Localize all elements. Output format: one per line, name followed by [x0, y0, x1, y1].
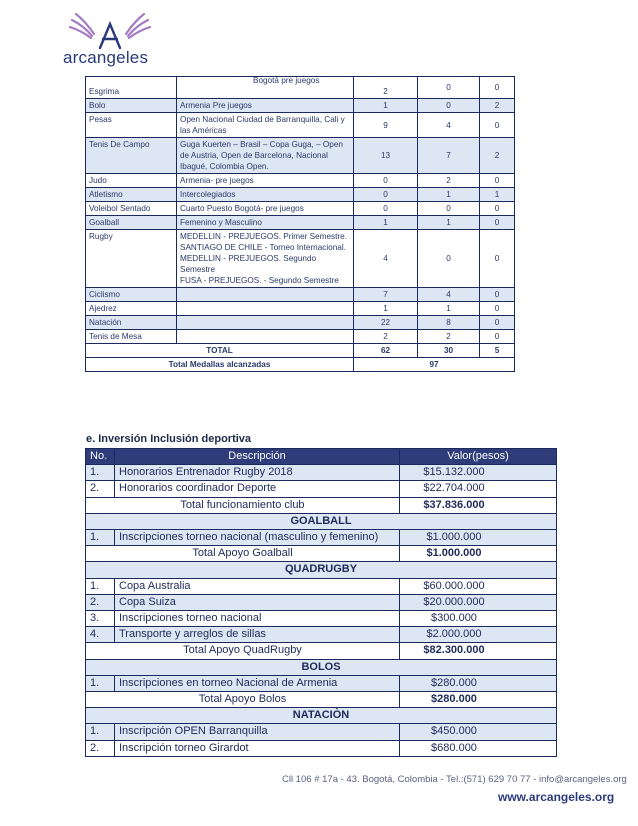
event-name: Femenino y Masculino [177, 216, 354, 230]
brand-name: arcangeles [63, 48, 149, 67]
total-row [86, 344, 515, 358]
total-gold: 62 [354, 344, 418, 358]
event-line: FUSA - PREJUEGOS. - Segundo Semestre [180, 276, 339, 285]
sports-caption: Bogotá pre juegos [253, 76, 320, 85]
investment-row [86, 611, 557, 627]
bronze-count: 0 [480, 330, 515, 344]
item-number: 1. [86, 675, 115, 691]
item-description: Copa Australia [115, 578, 400, 594]
sport-name: Rugby [86, 230, 177, 288]
investment-row [86, 481, 557, 497]
medal-row [86, 302, 515, 316]
silver-count: 1 [418, 188, 480, 202]
silver-count: 1 [418, 302, 480, 316]
investment-row [86, 578, 557, 594]
item-value: $450.000 [400, 724, 557, 740]
event-name [177, 77, 354, 99]
medal-row [86, 202, 515, 216]
item-value: $2.000.000 [400, 627, 557, 643]
silver-count: 8 [418, 316, 480, 330]
gold-count: 2 [354, 330, 418, 344]
gold-count: 0 [354, 202, 418, 216]
event-name: Intercolegiados [177, 188, 354, 202]
bronze-count: 0 [480, 316, 515, 330]
event-name: Armenia- pre juegos [177, 174, 354, 188]
gold-count: 0 [354, 174, 418, 188]
gold-count: 7 [354, 288, 418, 302]
investment-row [86, 659, 557, 675]
item-number: 1. [86, 578, 115, 594]
medal-row [86, 174, 515, 188]
silver-count: 1 [418, 216, 480, 230]
medals-total-label: Total Medallas alcanzadas [86, 358, 354, 372]
gold-count: 9 [354, 113, 418, 138]
item-description: Inscripciones torneo nacional (masculino y femenino) [115, 530, 400, 546]
item-number: 1. [86, 724, 115, 740]
subtotal-label: Total funcionamiento club [86, 497, 400, 513]
sport-name: Goalball [86, 216, 177, 230]
header-value: Valor(pesos) [400, 449, 557, 465]
investment-row [86, 530, 557, 546]
item-description: Honorarios Entrenador Rugby 2018 [115, 465, 400, 481]
silver-count: 7 [418, 138, 480, 174]
header-description: Descripción [115, 449, 400, 465]
investment-row [86, 465, 557, 481]
silver-count: 4 [418, 113, 480, 138]
footer-website-link[interactable]: www.arcangeles.org [498, 790, 615, 804]
item-number: 2. [86, 594, 115, 610]
event-name [177, 330, 354, 344]
subtotal-value: $37.836.000 [400, 497, 557, 513]
bronze-count: 2 [480, 138, 515, 174]
event-name [177, 316, 354, 330]
gold-count: 0 [354, 188, 418, 202]
subtotal-label: Total Apoyo QuadRugby [86, 643, 400, 659]
event-name: Armenia Pre juegos [177, 99, 354, 113]
sport-name: Atletismo [86, 188, 177, 202]
medal-row [86, 216, 515, 230]
footer-address: Cll 106 # 17a - 43. Bogotá, Colombia - Tel.:(571) 629 70 77 - info@arcangeles.org [282, 774, 627, 785]
item-number: 1. [86, 465, 115, 481]
section-heading: QUADRUGBY [86, 562, 557, 578]
medal-row [86, 113, 515, 138]
investment-row [86, 692, 557, 708]
event-name [177, 288, 354, 302]
silver-count: 0 [418, 230, 480, 288]
sport-name: Pesas [86, 113, 177, 138]
event-name [177, 302, 354, 316]
silver-count: 0 [418, 99, 480, 113]
total-bronze: 5 [480, 344, 515, 358]
section-heading: GOALBALL [86, 513, 557, 529]
bronze-count: 0 [480, 302, 515, 316]
item-description: Inscripción OPEN Barranquilla [115, 724, 400, 740]
item-value: $60.000.000 [400, 578, 557, 594]
bronze-count: 0 [480, 230, 515, 288]
bronze-count: 0 [480, 202, 515, 216]
medal-row [86, 77, 515, 99]
silver-count: 4 [418, 288, 480, 302]
sport-name: Judo [86, 174, 177, 188]
investment-row [86, 546, 557, 562]
investment-row [86, 740, 557, 756]
silver-count: 2 [418, 174, 480, 188]
investment-row [86, 449, 557, 465]
bronze-count: 0 [480, 77, 515, 99]
bronze-count: 0 [480, 113, 515, 138]
section-heading: NATACIÒN [86, 708, 557, 724]
total-silver: 30 [418, 344, 480, 358]
medal-row [86, 99, 515, 113]
medal-row [86, 330, 515, 344]
item-value: $22.704.000 [400, 481, 557, 497]
item-number: 3. [86, 611, 115, 627]
sport-name: Natación [86, 316, 177, 330]
investment-row [86, 594, 557, 610]
subtotal-value: $280.000 [400, 692, 557, 708]
event-list [177, 230, 354, 288]
gold-count: 1 [354, 302, 418, 316]
investment-row [86, 497, 557, 513]
event-name: Guga Kuerten – Brasil – Copa Guga, – Open de Austria, Open de Barcelona, Nacional Ibagué, Colombia Open. [177, 138, 354, 174]
item-description: Inscripción torneo Girardot [115, 740, 400, 756]
silver-count: 2 [418, 330, 480, 344]
medal-row [86, 138, 515, 174]
silver-count: 0 [418, 202, 480, 216]
medals-table [85, 76, 515, 372]
bronze-count: 0 [480, 288, 515, 302]
gold-count: 2 [354, 77, 418, 99]
item-number: 2. [86, 740, 115, 756]
item-number: 1. [86, 530, 115, 546]
item-value: $300.000 [400, 611, 557, 627]
event-name: Cuarto Puesto Bogotá- pre juegos [177, 202, 354, 216]
investment-row [86, 513, 557, 529]
silver-count: 0 [418, 77, 480, 99]
item-value: $280.000 [400, 675, 557, 691]
sport-name: Esgrima [86, 77, 177, 99]
item-description: Transporte y arreglos de sillas [115, 627, 400, 643]
bronze-count: 0 [480, 174, 515, 188]
subtotal-label: Total Apoyo Bolos [86, 692, 400, 708]
investment-title: e. Inversión Inclusión deportiva [86, 433, 252, 445]
medals-total-row [86, 358, 515, 372]
item-value: $20.000.000 [400, 594, 557, 610]
sport-name: Ciclismo [86, 288, 177, 302]
sport-name: Ajedrez [86, 302, 177, 316]
item-value: $680.000 [400, 740, 557, 756]
event-name: Open Nacional Ciudad de Barranquilla, Cali y las Américas [177, 113, 354, 138]
subtotal-value: $82.300.000 [400, 643, 557, 659]
medals-total-value: 97 [354, 358, 515, 372]
gold-count: 22 [354, 316, 418, 330]
investment-row [86, 643, 557, 659]
item-description: Inscripciones torneo nacional [115, 611, 400, 627]
gold-count: 4 [354, 230, 418, 288]
bronze-count: 1 [480, 188, 515, 202]
gold-count: 13 [354, 138, 418, 174]
item-number: 4. [86, 627, 115, 643]
investment-table [85, 448, 557, 757]
item-description: Copa Suiza [115, 594, 400, 610]
sport-name: Bolo [86, 99, 177, 113]
item-value: $15.132.000 [400, 465, 557, 481]
medal-row [86, 316, 515, 330]
event-line: MEDELLIN - PREJUEGOS. Segundo Semestre [180, 254, 317, 274]
investment-row [86, 675, 557, 691]
section-heading: BOLOS [86, 659, 557, 675]
bronze-count: 2 [480, 99, 515, 113]
gold-count: 1 [354, 216, 418, 230]
event-line: SANTIAGO DE CHILE - Torneo Internacional. [180, 243, 346, 252]
investment-row [86, 562, 557, 578]
investment-row [86, 724, 557, 740]
investment-row [86, 627, 557, 643]
total-label: TOTAL [86, 344, 354, 358]
item-value: $1.000.000 [400, 530, 557, 546]
sport-name: Tenis de Mesa [86, 330, 177, 344]
item-number: 2. [86, 481, 115, 497]
medal-row-rugby [86, 230, 515, 288]
gold-count: 1 [354, 99, 418, 113]
item-description: Honorarios coordinador Deporte [115, 481, 400, 497]
subtotal-label: Total Apoyo Goalball [86, 546, 400, 562]
medal-row [86, 188, 515, 202]
sport-name: Tenis De Campo [86, 138, 177, 174]
event-line: MEDELLIN - PREJUEGOS. Primer Semestre. [180, 232, 347, 241]
investment-row [86, 708, 557, 724]
sport-name: Voleibol Sentado [86, 202, 177, 216]
header-no: No. [86, 449, 115, 465]
bronze-count: 0 [480, 216, 515, 230]
subtotal-value: $1.000.000 [400, 546, 557, 562]
medal-row [86, 288, 515, 302]
item-description: Inscripciones en torneo Nacional de Armenia [115, 675, 400, 691]
